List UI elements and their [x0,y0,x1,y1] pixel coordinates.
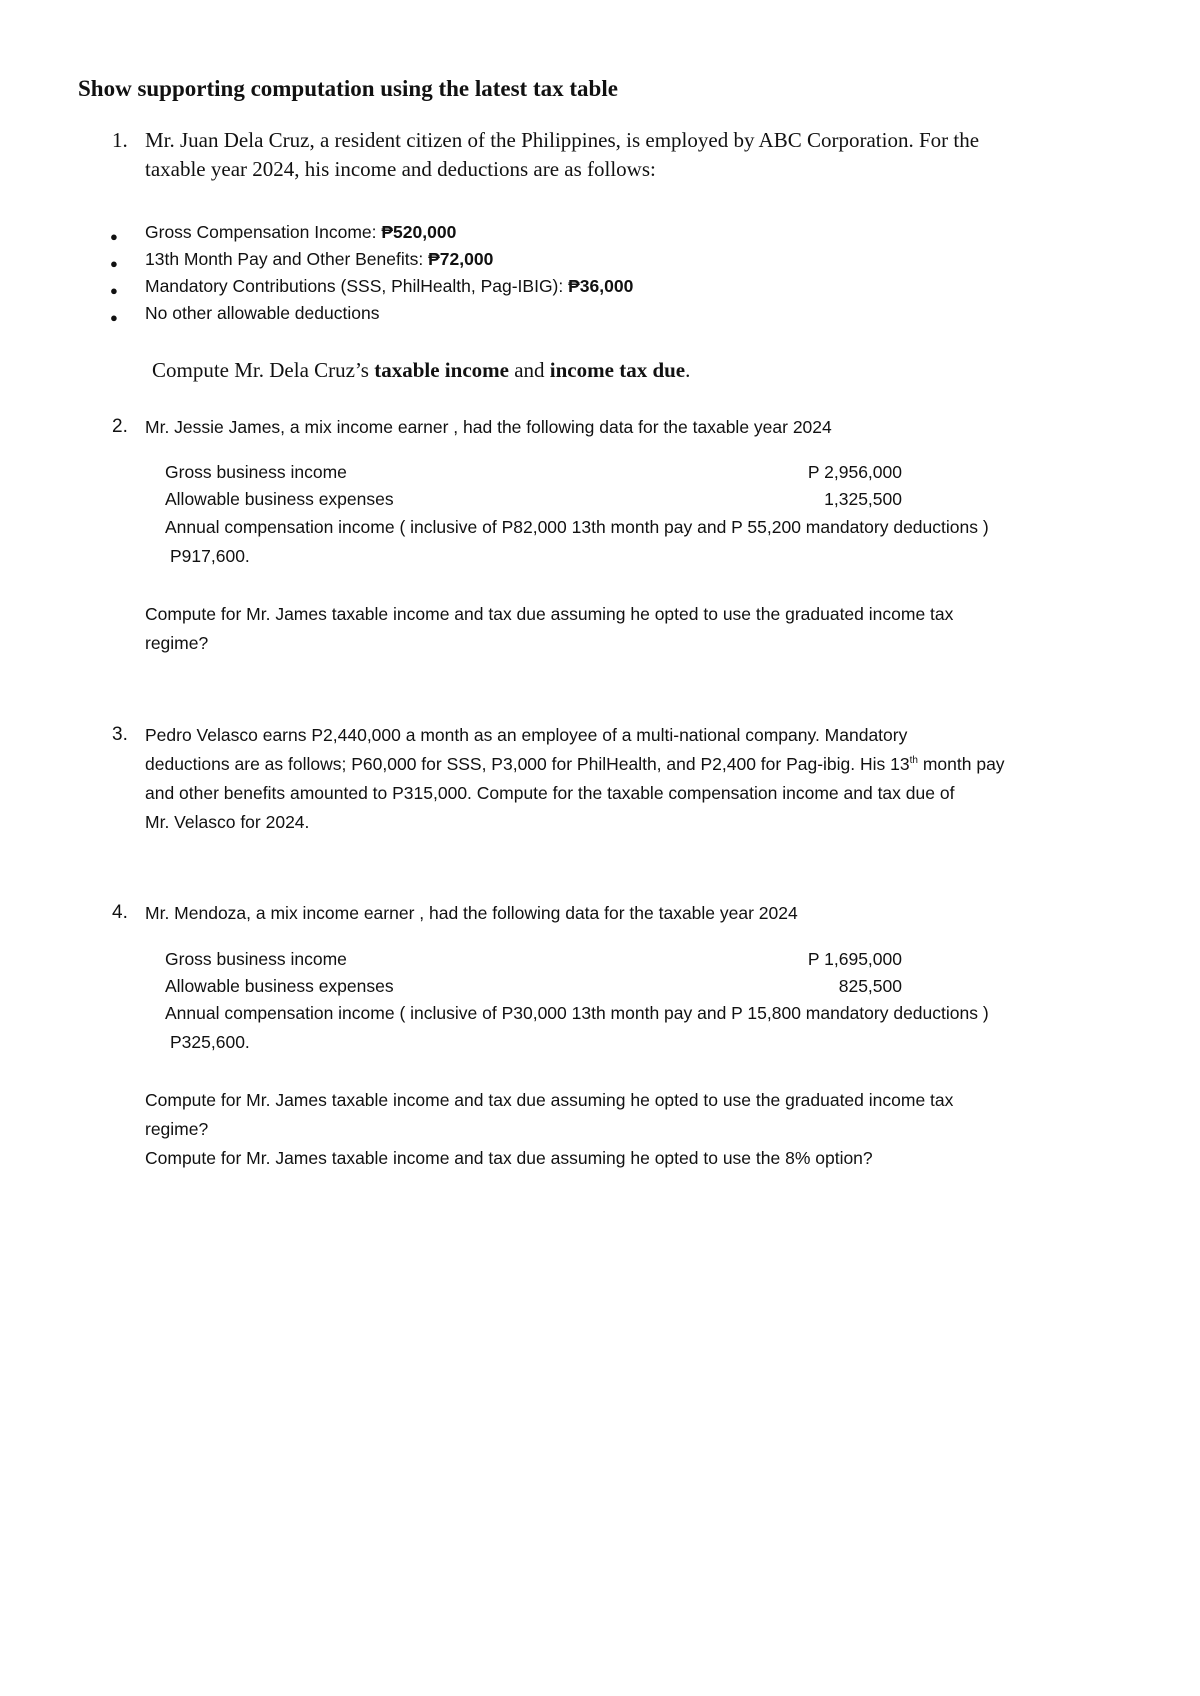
bullet-icon: ● [110,256,118,271]
instruction-bold-income-tax-due: income tax due [549,358,686,382]
list-item-text [145,276,633,297]
list-item-value: ₱72,000 [428,249,494,269]
question-4-intro: Mr. Mendoza, a mix income earner , had the following data for the taxable year 2024 [145,903,798,923]
list-item-label: No other allowable deductions [145,303,380,323]
gross-business-income-label: Gross business income [165,949,347,969]
question-1-instruction [152,355,690,385]
question-3-line-2 [145,754,1005,775]
annual-compensation-value: P325,600. [170,1032,250,1052]
question-3-line-4: Mr. Velasco for 2024. [145,812,310,832]
question-2-question-line-1: Compute for Mr. James taxable income and tax due assuming he opted to use the graduated income tax [145,604,954,624]
question-2-intro: Mr. Jessie James, a mix income earner , had the following data for the taxable year 2024 [145,417,832,437]
question-3-line-3: and other benefits amounted to P315,000. Compute for the taxable compensation income and tax due of [145,783,955,803]
bullet-icon: ● [110,283,118,298]
question-4-question-line-3: Compute for Mr. James taxable income and tax due assuming he opted to use the 8% option? [145,1148,873,1168]
list-item-label: 13th Month Pay and Other Benefits: [145,249,424,269]
question-4-number: 4. [112,902,128,923]
question-3-number: 3. [112,724,128,745]
question-4-question-line-1: Compute for Mr. James taxable income and tax due assuming he opted to use the graduated income tax [145,1090,954,1110]
gross-business-income-value: P 1,695,000 [807,949,902,969]
list-item-value: ₱520,000 [381,222,457,242]
list-item-text [145,222,456,243]
list-item-value: ₱36,000 [568,276,634,296]
bullet-icon: ● [110,310,118,325]
allowable-business-expenses-label: Allowable business expenses [165,489,394,509]
instruction-text: Compute Mr. Dela Cruz’s [152,358,369,382]
question-3-line-2-end: month pay [917,754,1005,774]
annual-compensation-line: Annual compensation income ( inclusive of P30,000 13th month pay and P 15,800 mandatory deductions ) [165,1003,989,1023]
question-4-question-line-2: regime? [145,1119,209,1139]
superscript-th: th [909,755,918,767]
question-1-number: 1. [112,128,128,152]
allowable-business-expenses-value: 1,325,500 [824,489,902,509]
allowable-business-expenses-value: 825,500 [838,976,902,996]
gross-business-income-value: P 2,956,000 [807,462,902,482]
question-1-line-2: taxable year 2024, his income and deductions are as follows: [145,157,656,181]
question-2-number: 2. [112,416,128,437]
list-item-label: Gross Compensation Income: [145,222,377,242]
question-1-line-1: Mr. Juan Dela Cruz, a resident citizen of the Philippines, is employed by ABC Corporation. For the [145,128,980,152]
allowable-business-expenses-label: Allowable business expenses [165,976,394,996]
list-item-text [145,303,379,324]
gross-business-income-label: Gross business income [165,462,347,482]
instruction-bold-taxable-income: taxable income [374,358,509,382]
annual-compensation-value: P917,600. [170,546,250,566]
list-item-text [145,249,493,270]
question-3-line-2-text: deductions are as follows; P60,000 for SSS, P3,000 for PhilHealth, and P2,400 for Pag-ibig. His 13 [145,754,910,774]
question-2-question-line-2: regime? [145,633,209,653]
instruction-text: and [514,358,545,382]
annual-compensation-line: Annual compensation income ( inclusive of P82,000 13th month pay and P 55,200 mandatory deductions ) [165,517,989,537]
instruction-text: . [685,358,691,382]
list-item-label: Mandatory Contributions (SSS, PhilHealth, Pag-IBIG): [145,276,564,296]
page-heading: Show supporting computation using the latest tax table [78,76,618,101]
question-3-line-1: Pedro Velasco earns P2,440,000 a month as an employee of a multi-national company. Mandatory [145,725,908,745]
bullet-icon: ● [110,229,118,244]
